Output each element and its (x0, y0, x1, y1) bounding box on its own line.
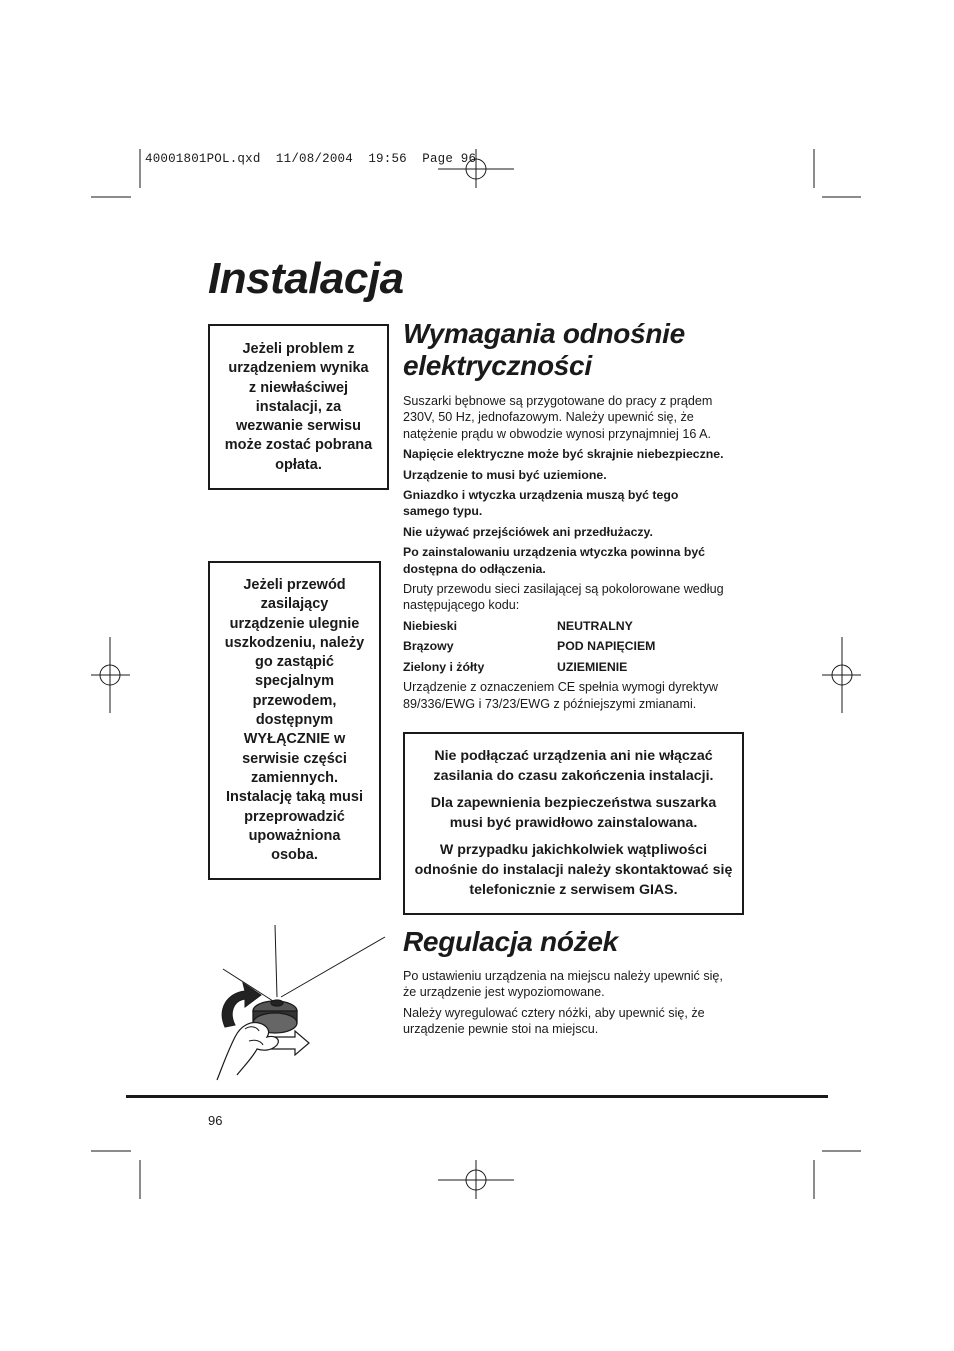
box-line: Jeżeli problem z (242, 341, 355, 357)
warning-box-incorrect-installation (208, 324, 389, 490)
box-line: instalacji, za (255, 398, 342, 415)
notice-paragraph: Dla zapewnienia bezpieczeństwa suszarka musi być prawidłowo zainstalowana. (430, 795, 717, 831)
footer-rule (126, 1095, 828, 1098)
box-line: Jeżeli przewód (243, 577, 346, 593)
electric-heading-line: elektryczności (403, 350, 592, 381)
foot-adjustment-illustration (205, 925, 390, 1085)
notice-box (403, 732, 744, 915)
box-line: dostępnym (255, 712, 334, 729)
box-line: przeprowadzić (244, 808, 345, 825)
registration-mark-left (91, 637, 130, 713)
electric-heading-line: Wymagania odnośnie (403, 318, 685, 349)
box-line: opłata. (275, 456, 322, 473)
box-line: go zastąpić (255, 654, 334, 671)
box-line: upoważniona (248, 827, 341, 844)
box-line: przewodem, (252, 692, 337, 709)
box-line: WYŁĄCZNIE w (243, 731, 346, 748)
ce-statement: Urządzenie z oznaczeniem CE spełnia wymogi dyrektyw 89/336/EWG i 73/23/EWG z późniejszymi zmianami. (403, 680, 718, 711)
box-line: zasilający (260, 596, 329, 613)
notice-paragraph: W przypadku jakichkolwiek wątpliwości odnośnie do instalacji należy skontaktować się telefonicznie z serwisem GIAS. (414, 842, 733, 898)
warning-plug-type: Gniazdko i wtyczka urządzenia muszą być tego samego typu. (403, 488, 679, 519)
electric-intro: Suszarki bębnowe są przygotowane do pracy z prądem 230V, 50 Hz, jednofazowym. Należy upewnić się, że natężenie prądu w obwodzie wynosi przynajmniej 16 A. (403, 394, 713, 441)
feet-heading: Regulacja nóżek (403, 926, 618, 957)
wires-intro: Druty przewodu sieci zasilającej są pokolorowane według następującego kodu: (403, 582, 724, 613)
warning-box-power-cord (208, 561, 381, 880)
wire-row (403, 659, 763, 675)
wire-meaning: NEUTRALNY (557, 618, 633, 633)
wire-color: Zielony i żółty (403, 659, 485, 674)
electric-heading (403, 318, 685, 382)
warning-adapters: Nie używać przejściówek ani przedłużaczy. (403, 524, 653, 539)
feet-paragraph: Należy wyregulować cztery nóżki, aby upewnić się, że urządzenie pewnie stoi na miejscu. (403, 1005, 705, 1037)
wire-row (403, 638, 763, 654)
box-line: uszkodzeniu, należy (224, 634, 365, 651)
box-line: z niewłaściwej (248, 379, 349, 396)
warning-voltage: Napięcie elektryczne może być skrajnie niebezpieczne. (403, 447, 724, 462)
box-line: może zostać pobrana (224, 437, 373, 454)
box-line: Instalację taką musi (225, 789, 363, 806)
print-slug: 40001801POL.qxd 11/08/2004 19:56 Page 96 (145, 152, 477, 166)
box-line: zamiennych. (250, 769, 339, 786)
wire-row (403, 618, 763, 634)
box-line: urządzeniem wynika (228, 360, 369, 377)
electric-body (403, 393, 763, 716)
box-line: urządzenie ulegnie (229, 615, 360, 632)
page-number: 96 (208, 1113, 223, 1128)
feet-body (403, 968, 763, 1042)
box-line: specjalnym (255, 673, 334, 690)
notice-paragraph: Nie podłączać urządzenia ani nie włączać zasilania do czasu zakończenia instalacji. (433, 748, 714, 784)
feet-paragraph: Po ustawieniu urządzenia na miejscu należy upewnić się, że urządzenie jest wypoziomowane. (403, 969, 723, 1000)
wire-color: Niebieski (403, 618, 457, 633)
warning-plug-access: Po zainstalowaniu urządzenia wtyczka powinna być dostępna do odłączenia. (403, 545, 706, 576)
registration-mark-bottom (438, 1160, 514, 1199)
registration-mark-right (822, 637, 861, 713)
box-line: wezwanie serwisu (236, 418, 361, 435)
warning-ground: Urządzenie to musi być uziemione. (403, 467, 607, 482)
box-line: osoba. (271, 847, 318, 864)
wire-color: Brązowy (403, 639, 454, 654)
wire-meaning: UZIEMIENIE (557, 659, 628, 674)
wire-meaning: POD NAPIĘCIEM (557, 639, 656, 654)
box-line: serwisie części (242, 750, 347, 767)
page-title: Instalacja (208, 254, 404, 303)
